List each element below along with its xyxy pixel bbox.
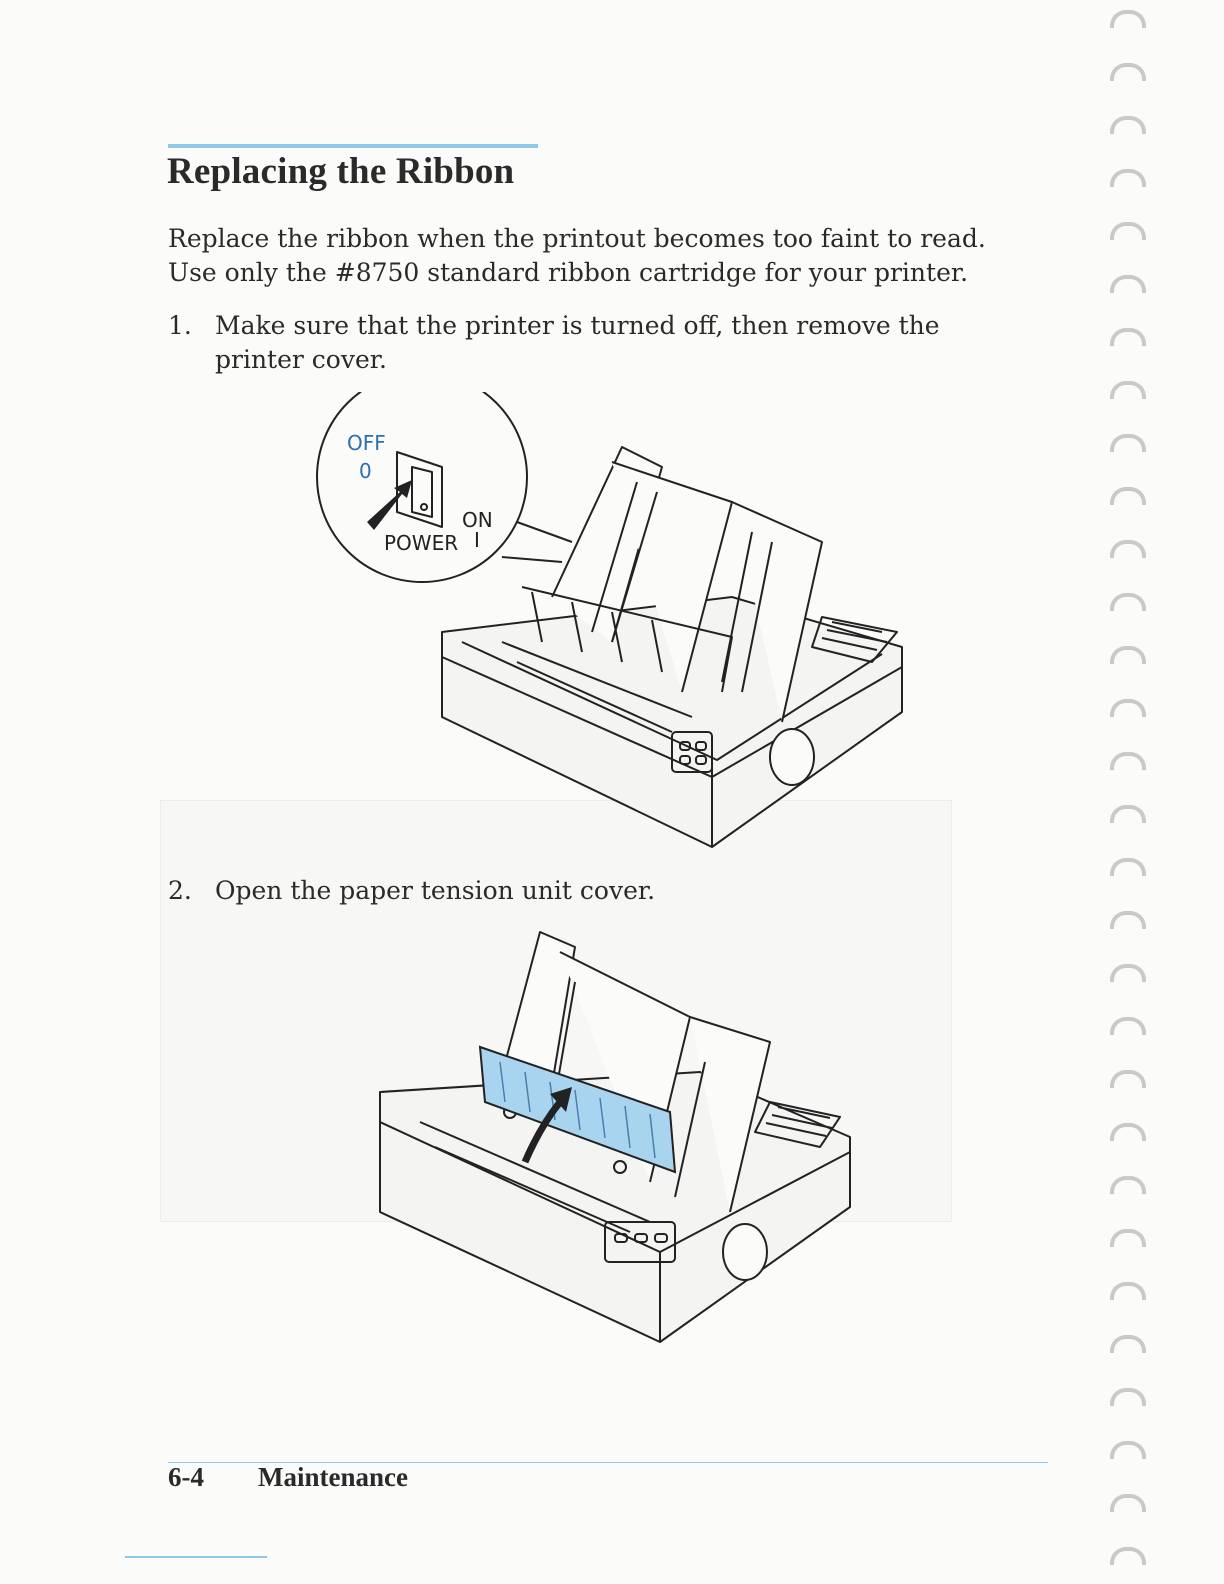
spiral-binding (1104, 0, 1144, 1584)
binding-ring-icon (1110, 1388, 1146, 1406)
binding-ring-icon (1110, 1494, 1146, 1512)
section-title: Replacing the Ribbon (167, 151, 515, 192)
binding-ring-icon (1110, 1547, 1146, 1565)
binding-ring-icon (1110, 434, 1146, 452)
binding-ring-icon (1110, 911, 1146, 929)
switch-label-on: ON (462, 508, 493, 532)
step-2-text: Open the paper tension unit cover. (215, 876, 656, 905)
bottom-edge-mark (125, 1556, 267, 1558)
printer-power-illustration (312, 392, 912, 852)
step-1-number: 1. (168, 311, 192, 340)
binding-ring-icon (1110, 805, 1146, 823)
switch-label-off: OFF (347, 431, 386, 455)
binding-ring-icon (1110, 1229, 1146, 1247)
binding-ring-icon (1110, 540, 1146, 558)
binding-ring-icon (1110, 1441, 1146, 1459)
binding-ring-icon (1110, 858, 1146, 876)
paper-tension-illustration (360, 922, 860, 1352)
binding-ring-icon (1110, 1017, 1146, 1035)
binding-ring-icon (1110, 964, 1146, 982)
binding-ring-icon (1110, 63, 1146, 81)
binding-ring-icon (1110, 275, 1146, 293)
switch-caption: POWER (384, 531, 459, 555)
binding-ring-icon (1110, 1282, 1146, 1300)
page-number: 6-4 (168, 1462, 204, 1492)
binding-ring-icon (1110, 593, 1146, 611)
intro-line-2: Use only the #8750 standard ribbon cartridge for your printer. (168, 258, 969, 287)
binding-ring-icon (1110, 699, 1146, 717)
binding-ring-icon (1110, 1070, 1146, 1088)
binding-ring-icon (1110, 752, 1146, 770)
footer-section-name: Maintenance (258, 1462, 408, 1492)
binding-ring-icon (1110, 116, 1146, 134)
switch-label-one: I (474, 528, 480, 552)
binding-ring-icon (1110, 169, 1146, 187)
binding-ring-icon (1110, 328, 1146, 346)
intro-paragraph (168, 222, 1028, 290)
binding-ring-icon (1110, 222, 1146, 240)
section-rule (168, 144, 538, 148)
binding-ring-icon (1110, 1176, 1146, 1194)
binding-ring-icon (1110, 381, 1146, 399)
step-2-number: 2. (168, 876, 192, 905)
binding-ring-icon (1110, 487, 1146, 505)
switch-label-zero: 0 (359, 459, 372, 483)
intro-line-1: Replace the ribbon when the printout becomes too faint to read. (168, 224, 986, 253)
binding-ring-icon (1110, 1335, 1146, 1353)
step-1-text: Make sure that the printer is turned off, then remove the printer cover. (215, 311, 940, 374)
binding-ring-icon (1110, 10, 1146, 28)
binding-ring-icon (1110, 646, 1146, 664)
binding-ring-icon (1110, 1123, 1146, 1141)
